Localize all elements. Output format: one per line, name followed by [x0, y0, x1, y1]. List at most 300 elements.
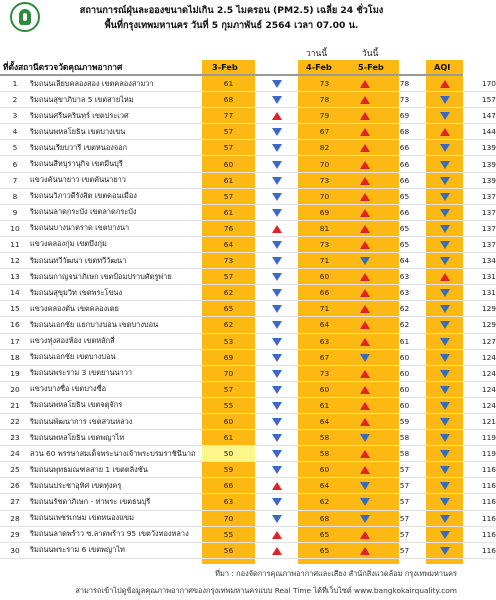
aqi-value: 116: [458, 542, 496, 558]
value-4feb: 64: [298, 478, 351, 494]
trend-4feb-cell: [351, 269, 378, 285]
arrow-down-icon: [440, 418, 450, 426]
row-number: 5: [0, 140, 30, 156]
trend-5feb-cell: [431, 172, 458, 188]
value-5feb: 78: [378, 76, 431, 92]
value-3feb: 66: [202, 478, 255, 494]
station-name: ริมถนนลาดกระบัง เขตลาดกระบัง: [30, 204, 202, 220]
trend-3feb-cell: [255, 526, 298, 542]
aqi-value: 129: [458, 301, 496, 317]
station-name: ริมถนนเพชรเกษม เขตหนองแขม: [30, 510, 202, 526]
row-number: 24: [0, 446, 30, 462]
arrow-up-icon: [360, 161, 370, 169]
value-3feb: 62: [202, 285, 255, 301]
table-row: [0, 413, 496, 429]
trend-4feb-cell: [351, 188, 378, 204]
value-4feb: 58: [298, 446, 351, 462]
value-4feb: 60: [298, 381, 351, 397]
arrow-up-icon: [360, 193, 370, 201]
trend-5feb-cell: [431, 349, 458, 365]
station-name: ริมถนนประชาอุทิศ เขตทุ่งครุ: [30, 478, 202, 494]
footer-more-info: สามารถเข้าไปดูข้อมูลคุณภาพอากาศของกรุงเทพมหานครแบบ Real Time ได้ที่เว็บไซต์ www.bangkokairquality.com: [75, 586, 457, 595]
arrow-down-icon: [440, 112, 450, 120]
table-row: [0, 253, 496, 269]
arrow-up-icon: [360, 209, 370, 217]
value-5feb: 57: [378, 494, 431, 510]
trend-5feb-cell: [431, 269, 458, 285]
trend-3feb-cell: [255, 349, 298, 365]
table-row: [0, 285, 496, 301]
trend-5feb-cell: [431, 542, 458, 558]
header-4feb: 4-Feb: [306, 62, 332, 72]
arrow-up-icon: [440, 273, 450, 281]
row-number: 18: [0, 349, 30, 365]
aqi-value: 157: [458, 92, 496, 108]
trend-5feb-cell: [431, 462, 458, 478]
arrow-up-icon: [360, 402, 370, 410]
arrow-up-icon: [360, 289, 370, 297]
value-3feb: 53: [202, 333, 255, 349]
row-number: 21: [0, 397, 30, 413]
value-3feb: 65: [202, 301, 255, 317]
arrow-up-icon: [360, 177, 370, 185]
arrow-down-icon: [360, 498, 370, 506]
arrow-up-icon: [360, 225, 370, 233]
arrow-up-icon: [360, 305, 370, 313]
arrow-down-icon: [272, 193, 282, 201]
value-5feb: 68: [378, 124, 431, 140]
arrow-down-icon: [272, 321, 282, 329]
value-4feb: 71: [298, 253, 351, 269]
table-row: [0, 301, 496, 317]
table-row: [0, 430, 496, 446]
trend-4feb-cell: [351, 494, 378, 510]
value-3feb: 50: [202, 446, 255, 462]
arrow-up-icon: [360, 386, 370, 394]
value-4feb: 69: [298, 204, 351, 220]
arrow-down-icon: [440, 257, 450, 265]
value-4feb: 60: [298, 462, 351, 478]
trend-3feb-cell: [255, 220, 298, 236]
trend-4feb-cell: [351, 92, 378, 108]
arrow-down-icon: [272, 96, 282, 104]
value-4feb: 63: [298, 333, 351, 349]
aqi-value: 137: [458, 236, 496, 252]
row-number: 3: [0, 108, 30, 124]
aqi-value: 119: [458, 430, 496, 446]
trend-3feb-cell: [255, 381, 298, 397]
value-5feb: 73: [378, 92, 431, 108]
aqi-value: 116: [458, 494, 496, 510]
trend-3feb-cell: [255, 301, 298, 317]
arrow-up-icon: [272, 547, 282, 555]
trend-5feb-cell: [431, 253, 458, 269]
value-4feb: 68: [298, 510, 351, 526]
station-name: แขวงทุ่งสองห้อง เขตหลักสี่: [30, 333, 202, 349]
trend-3feb-cell: [255, 108, 298, 124]
value-4feb: 79: [298, 108, 351, 124]
value-5feb: 66: [378, 204, 431, 220]
trend-5feb-cell: [431, 140, 458, 156]
value-5feb: 65: [378, 236, 431, 252]
table-row: [0, 108, 496, 124]
table-row: [0, 156, 496, 172]
aqi-value: 131: [458, 269, 496, 285]
trend-4feb-cell: [351, 542, 378, 558]
table-row: [0, 462, 496, 478]
station-name: ริมถนนเรียบวารี เขตหนองจอก: [30, 140, 202, 156]
table-row: [0, 236, 496, 252]
trend-4feb-cell: [351, 478, 378, 494]
trend-3feb-cell: [255, 236, 298, 252]
value-3feb: 63: [202, 494, 255, 510]
table-row: [0, 478, 496, 494]
value-4feb: 61: [298, 397, 351, 413]
table-row: [0, 124, 496, 140]
row-number: 13: [0, 269, 30, 285]
station-table: [0, 76, 496, 559]
trend-3feb-cell: [255, 430, 298, 446]
aqi-value: 137: [458, 204, 496, 220]
label-today: วันนี้: [362, 49, 379, 59]
station-name: ริมถนนเลียบคลองสอง เขตคลองสามวา: [30, 76, 202, 92]
value-5feb: 69: [378, 108, 431, 124]
table-row: [0, 526, 496, 542]
arrow-down-icon: [360, 434, 370, 442]
trend-4feb-cell: [351, 236, 378, 252]
value-5feb: 65: [378, 188, 431, 204]
trend-3feb-cell: [255, 397, 298, 413]
aqi-value: 124: [458, 381, 496, 397]
arrow-down-icon: [272, 257, 282, 265]
report-subtitle: พื้นที่กรุงเทพมหานคร วันที่ 5 กุมภาพันธ์ 2564 เวลา 07.00 น.: [104, 20, 359, 31]
value-4feb: 62: [298, 494, 351, 510]
trend-3feb-cell: [255, 317, 298, 333]
arrow-down-icon: [440, 321, 450, 329]
value-3feb: 76: [202, 220, 255, 236]
aqi-value: 124: [458, 397, 496, 413]
value-3feb: 61: [202, 430, 255, 446]
value-5feb: 58: [378, 446, 431, 462]
value-5feb: 62: [378, 301, 431, 317]
arrow-down-icon: [440, 386, 450, 394]
row-number: 2: [0, 92, 30, 108]
value-4feb: 81: [298, 220, 351, 236]
arrow-up-icon: [272, 482, 282, 490]
arrow-down-icon: [272, 289, 282, 297]
arrow-up-icon: [360, 450, 370, 458]
trend-3feb-cell: [255, 510, 298, 526]
row-number: 20: [0, 381, 30, 397]
aqi-value: 116: [458, 510, 496, 526]
arrow-down-icon: [440, 241, 450, 249]
arrow-down-icon: [272, 354, 282, 362]
value-3feb: 57: [202, 381, 255, 397]
aqi-value: 127: [458, 333, 496, 349]
trend-4feb-cell: [351, 220, 378, 236]
value-5feb: 57: [378, 542, 431, 558]
arrow-up-icon: [360, 531, 370, 539]
arrow-down-icon: [440, 531, 450, 539]
trend-3feb-cell: [255, 188, 298, 204]
arrow-down-icon: [272, 128, 282, 136]
value-3feb: 56: [202, 542, 255, 558]
row-number: 17: [0, 333, 30, 349]
row-number: 15: [0, 301, 30, 317]
value-4feb: 67: [298, 124, 351, 140]
row-number: 8: [0, 188, 30, 204]
station-name: ริมถนนพระราม 6 เขตพญาไท: [30, 542, 202, 558]
trend-4feb-cell: [351, 204, 378, 220]
table-row: [0, 381, 496, 397]
trend-4feb-cell: [351, 510, 378, 526]
arrow-up-icon: [360, 547, 370, 555]
table-row: [0, 220, 496, 236]
station-name: ริมถนนกาญจนาภิเษก เขตป้อมปราบศัตรูพ่าย: [30, 269, 202, 285]
table-row: [0, 446, 496, 462]
table-row: [0, 269, 496, 285]
arrow-down-icon: [272, 498, 282, 506]
trend-3feb-cell: [255, 269, 298, 285]
arrow-down-icon: [272, 418, 282, 426]
value-5feb: 63: [378, 285, 431, 301]
aqi-value: 139: [458, 140, 496, 156]
trend-4feb-cell: [351, 413, 378, 429]
trend-5feb-cell: [431, 430, 458, 446]
station-name: แขวงคลองกุ่ม เขตบึงกุ่ม: [30, 236, 202, 252]
trend-3feb-cell: [255, 462, 298, 478]
aqi-value: 119: [458, 446, 496, 462]
station-name: สวน 60 พรรษาสมเด็จพระนางเจ้าพระบรมราชินีนาถ: [30, 446, 202, 462]
trend-4feb-cell: [351, 397, 378, 413]
arrow-down-icon: [272, 177, 282, 185]
label-yesterday: วานนี้: [306, 49, 328, 59]
arrow-down-icon: [360, 515, 370, 523]
trend-3feb-cell: [255, 156, 298, 172]
trend-5feb-cell: [431, 478, 458, 494]
header-5feb: 5-Feb: [358, 62, 384, 72]
trend-3feb-cell: [255, 494, 298, 510]
value-4feb: 73: [298, 76, 351, 92]
arrow-up-icon: [360, 112, 370, 120]
aqi-value: 129: [458, 317, 496, 333]
row-number: 9: [0, 204, 30, 220]
value-4feb: 66: [298, 285, 351, 301]
arrow-up-icon: [360, 418, 370, 426]
arrow-down-icon: [440, 193, 450, 201]
trend-3feb-cell: [255, 478, 298, 494]
station-name: ริมถนนวิภาวดีรังสิต เขตดอนเมือง: [30, 188, 202, 204]
arrow-down-icon: [440, 161, 450, 169]
value-3feb: 70: [202, 365, 255, 381]
table-row: [0, 92, 496, 108]
value-4feb: 64: [298, 317, 351, 333]
row-number: 27: [0, 494, 30, 510]
value-4feb: 58: [298, 430, 351, 446]
arrow-down-icon: [440, 402, 450, 410]
arrow-up-icon: [272, 531, 282, 539]
trend-4feb-cell: [351, 108, 378, 124]
trend-3feb-cell: [255, 124, 298, 140]
trend-3feb-cell: [255, 542, 298, 558]
trend-4feb-cell: [351, 430, 378, 446]
value-5feb: 61: [378, 333, 431, 349]
header-3feb: 3-Feb: [212, 62, 238, 72]
trend-5feb-cell: [431, 397, 458, 413]
row-number: 7: [0, 172, 30, 188]
table-row: [0, 365, 496, 381]
trend-5feb-cell: [431, 124, 458, 140]
value-4feb: 73: [298, 365, 351, 381]
table-row: [0, 76, 496, 92]
trend-5feb-cell: [431, 413, 458, 429]
report-title: สถานการณ์ฝุ่นละอองขนาดไม่เกิน 2.5 ไมครอน (PM2.5) เฉลี่ย 24 ชั่วโมง: [79, 5, 384, 16]
value-3feb: 73: [202, 253, 255, 269]
arrow-up-icon: [440, 80, 450, 88]
arrow-down-icon: [272, 305, 282, 313]
aqi-value: 170: [458, 76, 496, 92]
arrow-down-icon: [440, 482, 450, 490]
trend-5feb-cell: [431, 236, 458, 252]
trend-5feb-cell: [431, 108, 458, 124]
arrow-down-icon: [272, 370, 282, 378]
row-number: 22: [0, 413, 30, 429]
arrow-down-icon: [272, 338, 282, 346]
value-3feb: 57: [202, 188, 255, 204]
value-4feb: 60: [298, 269, 351, 285]
arrow-down-icon: [440, 225, 450, 233]
row-number: 29: [0, 526, 30, 542]
aqi-value: 147: [458, 108, 496, 124]
station-name: ริมถนนพหลโยธิน เขตบางเขน: [30, 124, 202, 140]
arrow-up-icon: [272, 225, 282, 233]
table-row: [0, 349, 496, 365]
station-name: ริมถนนรัชดาภิเษก - ท่าพระ เขตธนบุรี: [30, 494, 202, 510]
arrow-down-icon: [440, 547, 450, 555]
value-5feb: 60: [378, 365, 431, 381]
value-5feb: 66: [378, 140, 431, 156]
trend-4feb-cell: [351, 285, 378, 301]
trend-5feb-cell: [431, 301, 458, 317]
station-name: ริมถนนเอกชัย เขตบางบอน: [30, 349, 202, 365]
trend-5feb-cell: [431, 220, 458, 236]
value-3feb: 57: [202, 124, 255, 140]
value-5feb: 60: [378, 381, 431, 397]
value-4feb: 71: [298, 301, 351, 317]
arrow-down-icon: [440, 338, 450, 346]
table-row: [0, 542, 496, 558]
trend-3feb-cell: [255, 140, 298, 156]
arrow-up-icon: [360, 321, 370, 329]
trend-4feb-cell: [351, 301, 378, 317]
station-name: แขวงคันนายาว เขตคันนายาว: [30, 172, 202, 188]
row-number: 25: [0, 462, 30, 478]
trend-4feb-cell: [351, 526, 378, 542]
trend-5feb-cell: [431, 204, 458, 220]
arrow-down-icon: [360, 482, 370, 490]
station-name: ริมถนนพหลโยธิน เขตพญาไท: [30, 430, 202, 446]
arrow-up-icon: [360, 144, 370, 152]
trend-3feb-cell: [255, 413, 298, 429]
row-number: 23: [0, 430, 30, 446]
trend-5feb-cell: [431, 156, 458, 172]
header-station: ที่ตั้งสถานีตรวจวัดคุณภาพอากาศ: [3, 62, 123, 72]
arrow-down-icon: [272, 241, 282, 249]
value-5feb: 63: [378, 269, 431, 285]
station-name: ริมถนนสุขาภิบาล 5 เขตสายไหม: [30, 92, 202, 108]
value-3feb: 68: [202, 92, 255, 108]
station-name: ริมถนนเอกชัย แยกบางบอน เขตบางบอน: [30, 317, 202, 333]
value-3feb: 60: [202, 156, 255, 172]
arrow-up-icon: [360, 241, 370, 249]
value-4feb: 73: [298, 236, 351, 252]
value-3feb: 57: [202, 269, 255, 285]
trend-4feb-cell: [351, 317, 378, 333]
station-name: ริมถนนสุขุมวิท เขตพระโขนง: [30, 285, 202, 301]
value-3feb: 62: [202, 317, 255, 333]
value-5feb: 58: [378, 430, 431, 446]
trend-3feb-cell: [255, 285, 298, 301]
value-5feb: 65: [378, 220, 431, 236]
arrow-down-icon: [360, 354, 370, 362]
value-4feb: 73: [298, 172, 351, 188]
aqi-value: 137: [458, 188, 496, 204]
trend-3feb-cell: [255, 446, 298, 462]
arrow-down-icon: [272, 80, 282, 88]
value-3feb: 61: [202, 76, 255, 92]
arrow-down-icon: [272, 144, 282, 152]
trend-5feb-cell: [431, 92, 458, 108]
arrow-up-icon: [360, 80, 370, 88]
report-header: [0, 0, 463, 36]
row-number: 30: [0, 542, 30, 558]
value-5feb: 64: [378, 253, 431, 269]
station-name: ริมถนนพัฒนาการ เขตสวนหลวง: [30, 413, 202, 429]
arrow-up-icon: [360, 128, 370, 136]
trend-4feb-cell: [351, 124, 378, 140]
table-row: [0, 204, 496, 220]
row-number: 4: [0, 124, 30, 140]
value-4feb: 82: [298, 140, 351, 156]
value-4feb: 70: [298, 188, 351, 204]
row-number: 1: [0, 76, 30, 92]
trend-4feb-cell: [351, 76, 378, 92]
aqi-value: 124: [458, 365, 496, 381]
aqi-value: 116: [458, 462, 496, 478]
header-aqi: AQI: [434, 62, 451, 72]
value-5feb: 57: [378, 462, 431, 478]
value-5feb: 57: [378, 526, 431, 542]
station-name: ริมถนนศรีนครินทร์ เขตประเวศ: [30, 108, 202, 124]
arrow-down-icon: [440, 450, 450, 458]
value-3feb: 60: [202, 413, 255, 429]
trend-4feb-cell: [351, 140, 378, 156]
trend-5feb-cell: [431, 510, 458, 526]
value-5feb: 57: [378, 478, 431, 494]
arrow-down-icon: [440, 498, 450, 506]
trend-4feb-cell: [351, 156, 378, 172]
table-row: [0, 397, 496, 413]
value-4feb: 65: [298, 542, 351, 558]
arrow-down-icon: [440, 370, 450, 378]
value-4feb: 67: [298, 349, 351, 365]
value-4feb: 78: [298, 92, 351, 108]
arrow-down-icon: [440, 305, 450, 313]
station-name: แขวงคลองตัน เขตคลองเตย: [30, 301, 202, 317]
table-row: [0, 188, 496, 204]
arrow-down-icon: [440, 144, 450, 152]
value-3feb: 57: [202, 140, 255, 156]
